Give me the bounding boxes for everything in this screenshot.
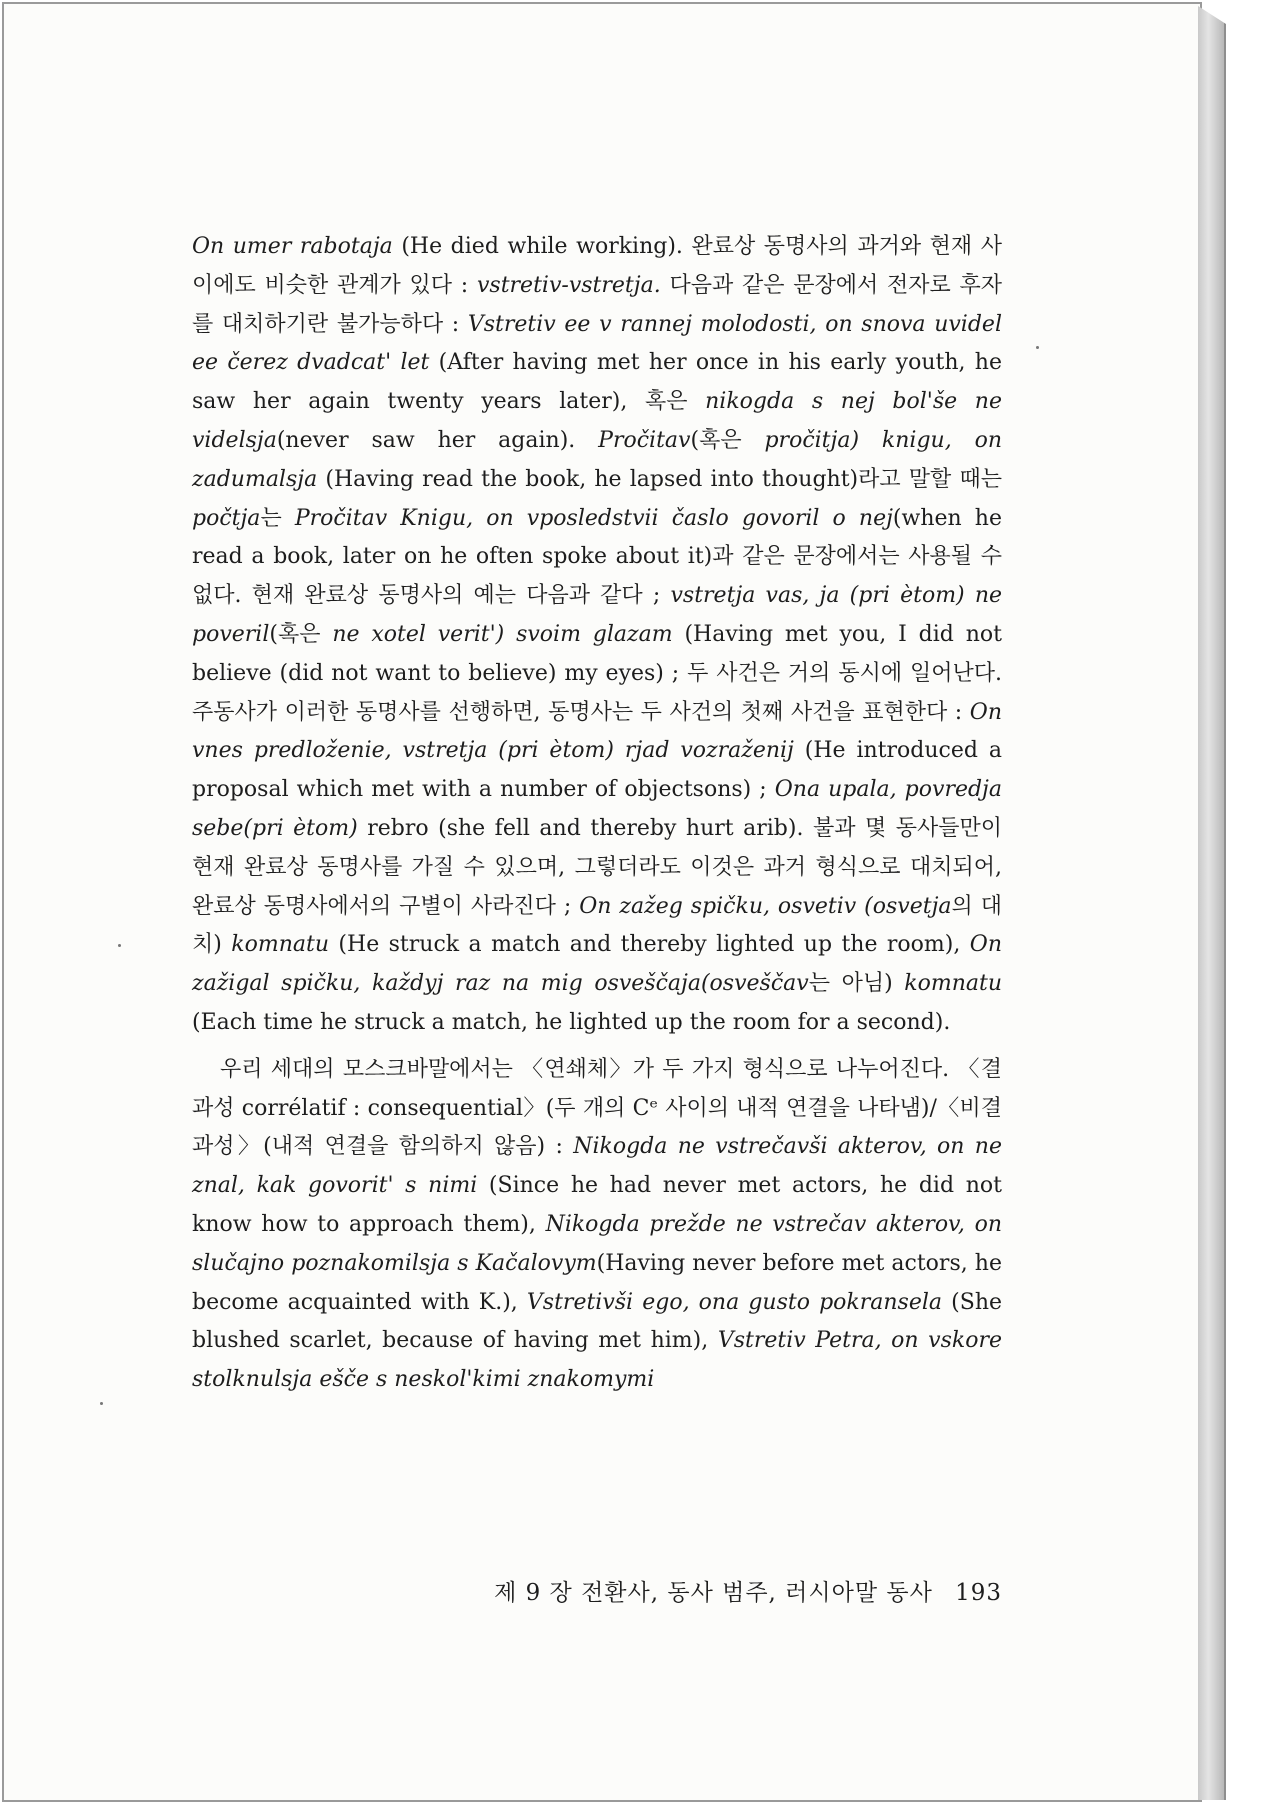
text-segment: (혹은	[269, 621, 333, 647]
scan-speck	[100, 1402, 103, 1405]
text-segment: 의 대치)	[192, 893, 1002, 958]
italic-segment: On vnes predloženie, vstretja (pri ètom) rjad vozraženij	[192, 699, 1002, 764]
italic-segment: Vstretiv Petra, on vskore stolknulsja ešče s neskol'kimi znakomymi	[192, 1328, 1002, 1393]
text-segment: (never saw her again).	[276, 427, 599, 453]
italic-segment: Vstretivši ego, ona gusto pokransela	[526, 1289, 943, 1315]
paragraph-2	[192, 1051, 1002, 1400]
italic-segment: On zažigal spičku, každyj raz na mig osveščaja(osveščav	[192, 932, 1002, 997]
text-segment: (Each time he struck a match, he lighted up the room for a second).	[192, 1009, 951, 1035]
italic-segment: komnatu	[231, 932, 329, 958]
italic-segment: Ona upala, povredja sebe(pri ètom)	[192, 777, 1002, 841]
page-footer	[440, 1574, 1002, 1607]
italic-segment: On umer rabotaja	[192, 234, 393, 259]
scan-speck	[118, 944, 121, 947]
text-segment: (Having met you, I did not believe (did not want to believe) my eyes) ; 두 사건은 거의 동시에 일어난다. 주동사가 이러한 동명사를 선행하면, 동명사는 두 사건의 첫째 사건을 표현한다 :	[192, 621, 1002, 725]
text-segment: (After having met her once in his early youth, he saw her again twenty years later), 혹은	[192, 350, 1002, 415]
paragraph-1	[192, 228, 1002, 1043]
text-segment: (He died while working). 완료상 동명사의 과거와 현재 사이에도 비슷한 관계가 있다 :	[192, 234, 1002, 298]
italic-segment: Nikogda prežde ne vstrečav akterov, on slučajno poznakomilsja s Kačalovym	[192, 1211, 1002, 1276]
text-segment: (She blushed scarlet, because of having met him),	[192, 1289, 1003, 1354]
italic-segment: počtja	[192, 505, 261, 531]
text-segment: (He struck a match and thereby lighted up the room),	[329, 932, 970, 958]
italic-segment: Pročitav Knigu, on vposledstvii časlo govoril o nej	[294, 505, 893, 531]
text-segment: 우리 세대의 모스크바말에서는 〈연쇄체〉가 두 가지 형식으로 나누어진다. 〈결과성 corrélatif : consequential〉(두 개의 Cᵉ 사이의 내적 연결을 나타냄)/〈비결과성〉(내적 연결을 함의하지 않음) :	[192, 1056, 1002, 1160]
body-text	[192, 228, 1002, 1400]
italic-segment: Nikogda ne vstrečavši akterov, on ne znal, kak govorit' s nimi	[192, 1134, 1002, 1199]
italic-segment: vstretiv-vstretja.	[476, 272, 661, 298]
text-segment: 는	[260, 505, 295, 531]
text-segment: (혹은	[690, 427, 765, 453]
italic-segment: komnatu	[904, 971, 1003, 997]
italic-segment: Vstretiv ee v rannej molodosti, on snova uvidel ee čerez dvadcat' let	[192, 311, 1002, 376]
text-segment: (He introduced a proposal which met with a number of objectsons) ;	[192, 738, 1002, 803]
page-number: 193	[955, 1580, 1002, 1606]
text-segment: (when he read a book, later on he often spoke about it)과 같은 문장에서는 사용될 수 없다. 현재 완료상 동명사의 예는 다음과 같다 ;	[192, 505, 1002, 609]
text-segment: rebro (she fell and thereby hurt arib). 불과 몇 동사들만이 현재 완료상 동명사를 가질 수 있으며, 그렇더라도 이것은 과거 형식으로 대치되어, 완료상 동명사에서의 구별이 사라진다 ;	[192, 815, 1002, 919]
text-segment: 다음과 같은 문장에서 전자로 후자를 대치하기란 불가능하다 :	[192, 272, 1003, 337]
page-stack-edge	[1198, 6, 1226, 1800]
text-segment: 는 아님)	[808, 971, 905, 997]
italic-segment: Pročitav	[598, 427, 691, 453]
italic-segment: nikogda s nej bol'še ne videlsja	[192, 389, 1002, 453]
running-title: 제 9 장 전환사, 동사 범주, 러시아말 동사	[494, 1580, 933, 1606]
text-segment: (Having read the book, he lapsed into thought)라고 말할 때는	[317, 466, 1002, 492]
text-segment: (Since he had never met actors, he did not know how to approach them),	[192, 1173, 1002, 1237]
italic-segment: pročitja) knigu, on zadumalsja	[192, 427, 1002, 492]
italic-segment: vstretja vas, ja (pri ètom) ne poveril	[192, 583, 1003, 647]
italic-segment: On zažeg spičku, osvetiv (osvetja	[579, 893, 952, 919]
scan-speck	[1036, 346, 1039, 349]
text-segment: (Having never before met actors, he become acquainted with K.),	[192, 1250, 1002, 1315]
italic-segment: ne xotel verit') svoim glazam	[332, 621, 673, 647]
